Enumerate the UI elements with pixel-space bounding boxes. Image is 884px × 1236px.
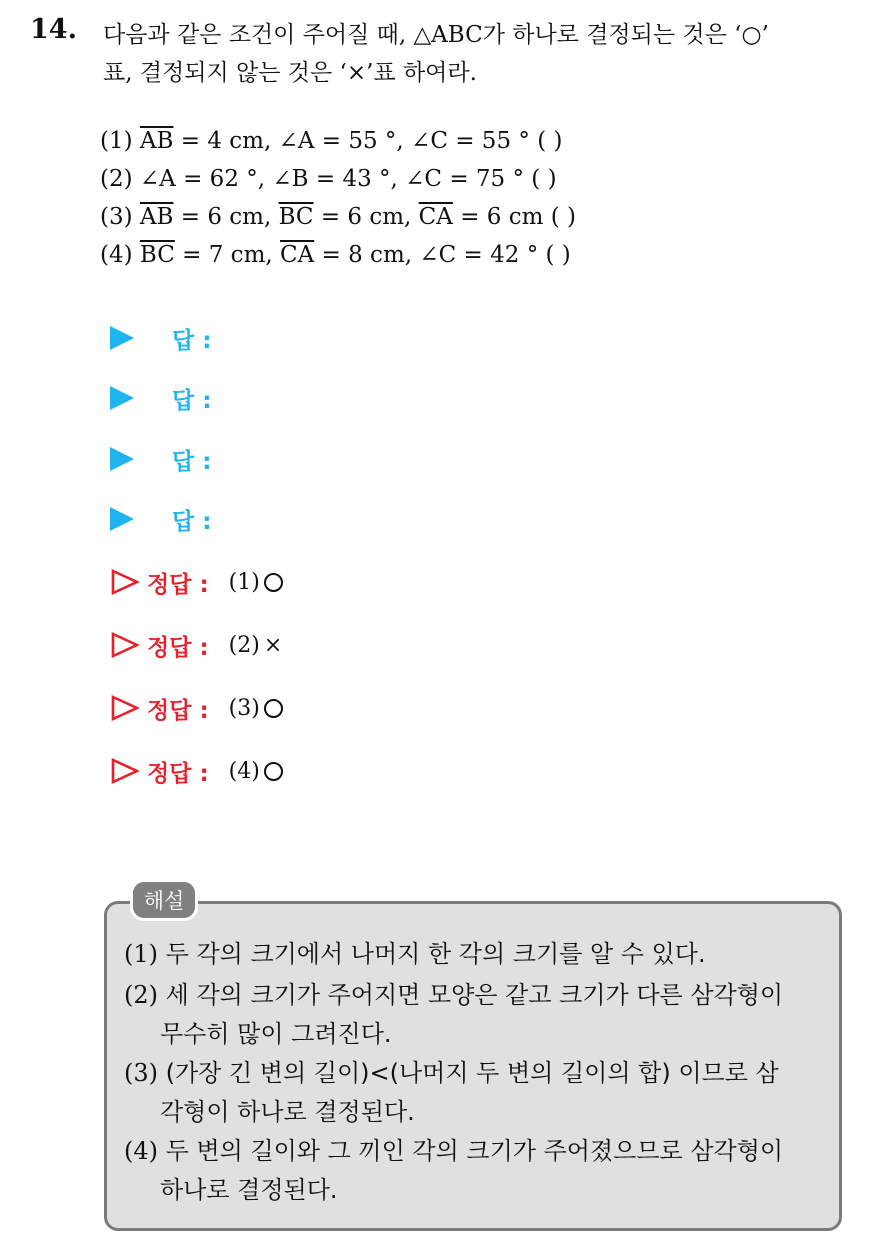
outline-triangle-icon (111, 632, 139, 658)
segment-label: $\overline{AB}$ (139, 204, 174, 230)
condition-text: ∠A = 62 °, ∠B = 43 °, ∠C = 75 ° ( ) (139, 166, 557, 192)
play-arrow-icon (110, 447, 134, 471)
play-arrow-icon (110, 507, 134, 531)
outline-triangle-icon (111, 695, 139, 721)
segment-label: $\overline{BC}$ (278, 204, 314, 230)
condition-text: = 7 cm, (174, 242, 280, 268)
outline-triangle-icon (111, 569, 139, 595)
answer-key-number: (3) (228, 695, 260, 721)
condition-text: = 6 cm, (313, 204, 419, 230)
question-text-line1: 다음과 같은 조건이 주어질 때, △ABC가 하나로 결정되는 것은 ‘○’ (103, 22, 769, 48)
explanation-text: 무수히 많이 그려진다. (160, 1020, 392, 1048)
answer-row-4[interactable] (110, 503, 211, 535)
explanation-text: 각형이 하나로 결정된다. (160, 1098, 415, 1126)
item-number: (3) (100, 204, 133, 230)
condition-item-3 (100, 204, 576, 230)
answer-key-label: 정답 : (147, 760, 209, 787)
outline-triangle-icon (111, 758, 139, 784)
question-number: 14. (30, 14, 77, 45)
item-number: (1) (100, 128, 133, 154)
explanation-line-7 (160, 1170, 338, 1205)
explanation-line-6 (124, 1131, 783, 1166)
answer-row-2[interactable] (110, 382, 211, 414)
answer-key-row-3 (111, 691, 283, 725)
explanation-line-4 (124, 1053, 779, 1088)
x-mark: × (263, 632, 283, 658)
explanation-text: 하나로 결정된다. (160, 1176, 338, 1204)
answer-label: 답 : (172, 387, 212, 414)
circle-mark-icon (264, 762, 283, 781)
segment-label: $\overline{CA}$ (418, 204, 453, 230)
condition-text: = 6 cm ( ) (452, 204, 576, 230)
answer-key-row-4 (111, 754, 283, 788)
answer-key-value (229, 696, 283, 721)
answer-key-number: (4) (228, 758, 260, 784)
explanation-line-3 (160, 1014, 392, 1049)
answer-key-row-1 (111, 565, 283, 599)
play-arrow-icon (110, 326, 134, 350)
segment-label: $\overline{CA}$ (280, 242, 315, 268)
item-number: (2) (100, 166, 133, 192)
explanation-number: (4) (124, 1137, 158, 1165)
question-text-line2: 표, 결정되지 않는 것은 ‘×’표 하여라. (103, 60, 477, 86)
answer-key-value (229, 759, 283, 784)
explanation-title: 해설 (130, 879, 198, 921)
explanation-text: 두 변의 길이와 그 끼인 각의 크기가 주어졌으므로 삼각형이 (158, 1137, 784, 1165)
answer-key-value (229, 633, 283, 658)
answer-key-label: 정답 : (147, 697, 209, 724)
answer-key-number: (2) (228, 632, 260, 658)
answer-key-label: 정답 : (147, 634, 209, 661)
answer-label: 답 : (172, 327, 212, 354)
condition-text: = 8 cm, ∠C = 42 ° ( ) (314, 242, 571, 268)
answer-label: 답 : (172, 508, 212, 535)
explanation-line-5 (160, 1092, 415, 1127)
answer-key-label: 정답 : (147, 571, 209, 598)
explanation-line-2 (124, 975, 783, 1010)
explanation-number: (2) (124, 981, 158, 1009)
segment-label: $\overline{AB}$ (139, 128, 174, 154)
explanation-line-1 (124, 934, 706, 969)
answer-key-value (229, 570, 283, 595)
segment-label: $\overline{BC}$ (139, 242, 175, 268)
answer-row-1[interactable] (110, 322, 211, 354)
explanation-text: 두 각의 크기에서 나머지 한 각의 크기를 알 수 있다. (158, 940, 706, 968)
condition-text: = 6 cm, (173, 204, 279, 230)
circle-mark-icon (264, 699, 283, 718)
explanation-number: (3) (124, 1059, 158, 1087)
explanation-number: (1) (124, 940, 158, 968)
condition-item-4 (100, 242, 571, 268)
circle-mark-icon (264, 573, 283, 592)
answer-row-3[interactable] (110, 443, 211, 475)
condition-text: = 4 cm, ∠A = 55 °, ∠C = 55 ° ( ) (173, 128, 563, 154)
play-arrow-icon (110, 386, 134, 410)
condition-item-2 (100, 166, 557, 192)
answer-label: 답 : (172, 448, 212, 475)
explanation-text: (가장 긴 변의 길이)<(나머지 두 변의 길이의 합) 이므로 삼 (158, 1059, 779, 1087)
item-number: (4) (100, 242, 133, 268)
condition-item-1 (100, 128, 562, 154)
explanation-text: 세 각의 크기가 주어지면 모양은 같고 크기가 다른 삼각형이 (158, 981, 784, 1009)
answer-key-number: (1) (228, 569, 260, 595)
answer-key-row-2 (111, 628, 282, 662)
